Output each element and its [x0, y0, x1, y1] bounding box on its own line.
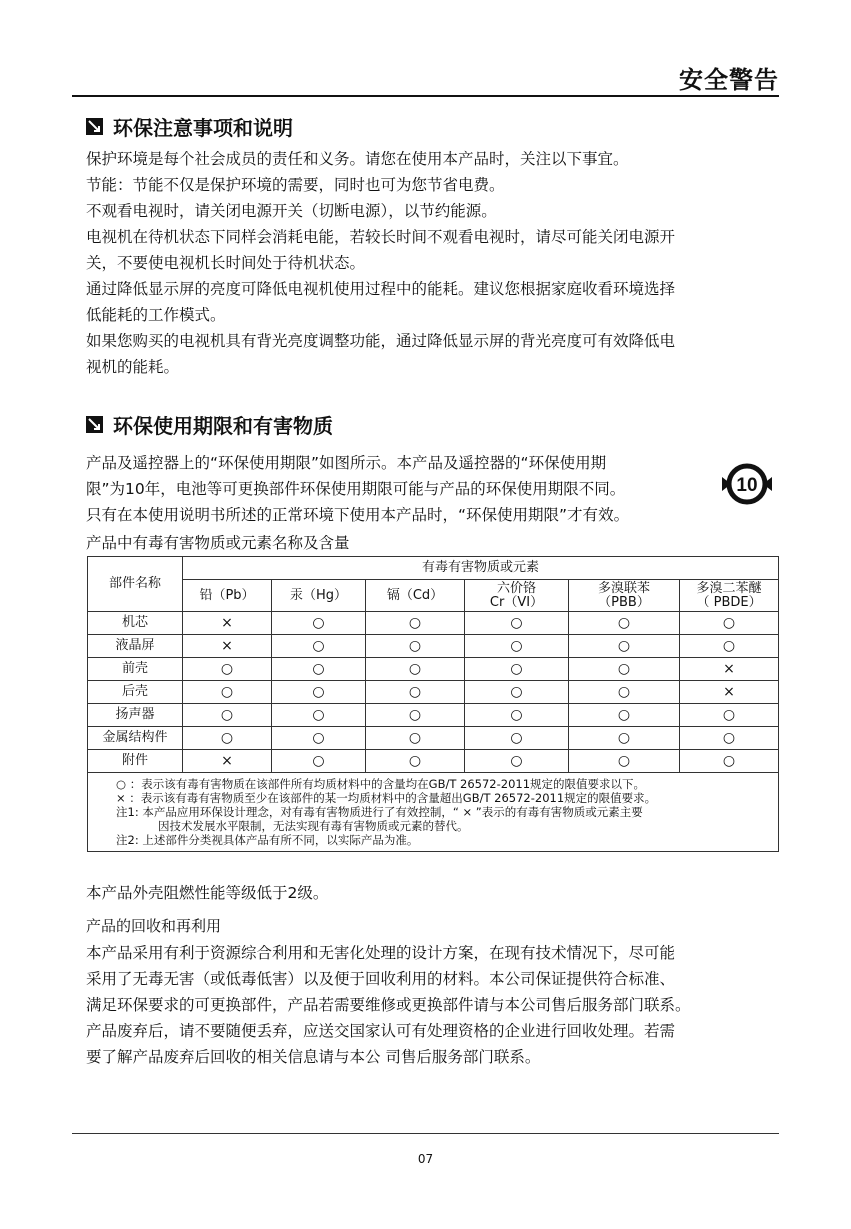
text-line: 只有在本使用说明书所述的正常环境下使用本产品时，“环保使用期限”才有效。 [86, 506, 630, 524]
section-heading-environment [86, 112, 293, 141]
text-line: 满足环保要求的可更换部件，产品若需要维修或更换部件请与本公司售后服务部门联系。 [86, 996, 691, 1014]
mark-cell: ○ [569, 635, 680, 658]
table-row [88, 658, 779, 681]
mark-cell: ○ [366, 750, 465, 773]
mark-cell: ○ [569, 658, 680, 681]
text-line: 采用了无毒无害（或低毒低害）以及便于回收利用的材料。本公司保证提供符合标准、 [86, 970, 676, 988]
text-line: 通过降低显示屏的亮度可降低电视机使用过程中的能耗。建议您根据家庭收看环境选择 [86, 280, 676, 298]
mark-cell: ○ [465, 635, 569, 658]
badge-number: 10 [736, 475, 758, 496]
mark-cell: ○ [465, 658, 569, 681]
text-line: 视机的能耗。 [86, 358, 180, 376]
text-line: 不观看电视时，请关闭电源开关（切断电源），以节约能源。 [86, 202, 497, 220]
hazardous-paragraph [86, 450, 726, 528]
section-heading-text: 环保使用期限和有害物质 [113, 414, 333, 438]
part-cell: 附件 [88, 750, 183, 773]
part-name-header: 部件名称 [88, 557, 183, 612]
header-divider [72, 95, 779, 97]
table-header-row [88, 557, 779, 580]
part-cell: 后壳 [88, 681, 183, 704]
table-row [88, 750, 779, 773]
mark-cell: ○ [183, 727, 272, 750]
text-line: 电视机在待机状态下同样会消耗电能，若较长时间不观看电视时，请尽可能关闭电源开 [86, 228, 676, 246]
column-header: 六价铬 Cr（VI） [465, 580, 569, 612]
flame-grade-text: 本产品外壳阻燃性能等级低于2级。 [86, 884, 329, 902]
mark-cell: ○ [465, 750, 569, 773]
mark-cell: ○ [272, 681, 366, 704]
text-line: 产品废弃后，请不要随便丢弃，应送交国家认可有处理资格的企业进行回收处理。若需 [86, 1022, 676, 1040]
mark-cell: ○ [680, 750, 779, 773]
mark-cell: × [183, 750, 272, 773]
table-row [88, 612, 779, 635]
mark-cell: ○ [465, 612, 569, 635]
recycle-paragraph [86, 940, 796, 1070]
mark-cell: ○ [680, 704, 779, 727]
column-header: 多溴二苯醚 （ PBDE） [680, 580, 779, 612]
table-row [88, 727, 779, 750]
mark-cell: ○ [366, 612, 465, 635]
section-heading-hazardous [86, 410, 333, 439]
column-header: 汞（Hg） [272, 580, 366, 612]
part-cell: 金属结构件 [88, 727, 183, 750]
mark-cell: ○ [272, 635, 366, 658]
table-row [88, 635, 779, 658]
part-cell: 液晶屏 [88, 635, 183, 658]
note-1: 注1: 本产品应用环保设计理念，对有毒有害物质进行了有效控制，“ × ”表示的有毒有害物质或元素主要 [116, 805, 643, 819]
part-cell: 机芯 [88, 612, 183, 635]
square-arrow-icon [86, 118, 103, 135]
mark-cell: ○ [569, 612, 680, 635]
mark-cell: ○ [272, 727, 366, 750]
mark-cell: × [680, 658, 779, 681]
note-circle: ○ ：表示该有毒有害物质在该部件所有均质材料中的含量均在GB/T 26572-2011规定的限值要求以下。 [116, 777, 646, 791]
note-1-continued: 因技术发展水平限制，无法实现有毒有害物质或元素的替代。 [158, 819, 469, 833]
text-line: 产品及遥控器上的“环保使用期限”如图所示。本产品及遥控器的“环保使用期 [86, 454, 607, 472]
part-cell: 前壳 [88, 658, 183, 681]
recycle-heading: 产品的回收和再利用 [86, 917, 222, 935]
mark-cell: ○ [465, 704, 569, 727]
mark-cell: ○ [272, 704, 366, 727]
text-line: 要了解产品废弃后回收的相关信息请与本公 司售后服务部门联系。 [86, 1048, 541, 1066]
hazardous-substances-table [87, 556, 779, 852]
table-notes [88, 773, 779, 852]
mark-cell: ○ [569, 750, 680, 773]
table-row [88, 704, 779, 727]
mark-cell: ○ [366, 727, 465, 750]
text-line: 低能耗的工作模式。 [86, 306, 226, 324]
mark-cell: ○ [569, 727, 680, 750]
mark-cell: ○ [465, 681, 569, 704]
table-caption: 产品中有毒有害物质或元素名称及含量 [86, 534, 350, 552]
eco-period-10-icon [718, 461, 776, 507]
mark-cell: ○ [183, 681, 272, 704]
mark-cell: ○ [366, 704, 465, 727]
footer-divider [72, 1133, 779, 1134]
text-line: 限”为10年，电池等可更换部件环保使用期限可能与产品的环保使用期限不同。 [86, 480, 626, 498]
mark-cell: ○ [680, 727, 779, 750]
mark-cell: ○ [680, 612, 779, 635]
section-heading-text: 环保注意事项和说明 [113, 116, 293, 140]
mark-cell: × [183, 635, 272, 658]
mark-cell: ○ [272, 658, 366, 681]
table-subheader-row [88, 580, 779, 612]
mark-cell: × [183, 612, 272, 635]
part-cell: 扬声器 [88, 704, 183, 727]
mark-cell: ○ [183, 704, 272, 727]
mark-cell: ○ [272, 750, 366, 773]
text-line: 保护环境是每个社会成员的责任和义务。请您在使用本产品时，关注以下事宜。 [86, 150, 629, 168]
mark-cell: ○ [366, 658, 465, 681]
column-header: 镉（Cd） [366, 580, 465, 612]
text-line: 关，不要使电视机长时间处于待机状态。 [86, 254, 366, 272]
page-number: 07 [417, 1152, 434, 1166]
environment-paragraph [86, 146, 786, 380]
mark-cell: ○ [183, 658, 272, 681]
text-line: 本产品采用有利于资源综合利用和无害化处理的设计方案，在现有技术情况下，尽可能 [86, 944, 676, 962]
column-header: 铅（Pb） [183, 580, 272, 612]
mark-cell: ○ [569, 704, 680, 727]
table-notes-row [88, 773, 779, 852]
mark-cell: ○ [569, 681, 680, 704]
mark-cell: ○ [272, 612, 366, 635]
note-2: 注2: 上述部件分类视具体产品有所不同，以实际产品为准。 [116, 833, 419, 847]
mark-cell: ○ [465, 727, 569, 750]
text-line: 如果您购买的电视机具有背光亮度调整功能，通过降低显示屏的背光亮度可有效降低电 [86, 332, 676, 350]
page-header-title: 安全警告 [679, 66, 779, 94]
substance-group-header: 有毒有害物质或元素 [183, 557, 779, 580]
note-cross: × ：表示该有毒有害物质至少在该部件的某一均质材料中的含量超出GB/T 26572-2011规定的限值要求。 [116, 791, 657, 805]
mark-cell: ○ [680, 635, 779, 658]
mark-cell: ○ [366, 681, 465, 704]
mark-cell: × [680, 681, 779, 704]
column-header: 多溴联苯 （PBB） [569, 580, 680, 612]
mark-cell: ○ [366, 635, 465, 658]
text-line: 节能：节能不仅是保护环境的需要，同时也可为您节省电费。 [86, 176, 505, 194]
table-row [88, 681, 779, 704]
square-arrow-icon [86, 416, 103, 433]
